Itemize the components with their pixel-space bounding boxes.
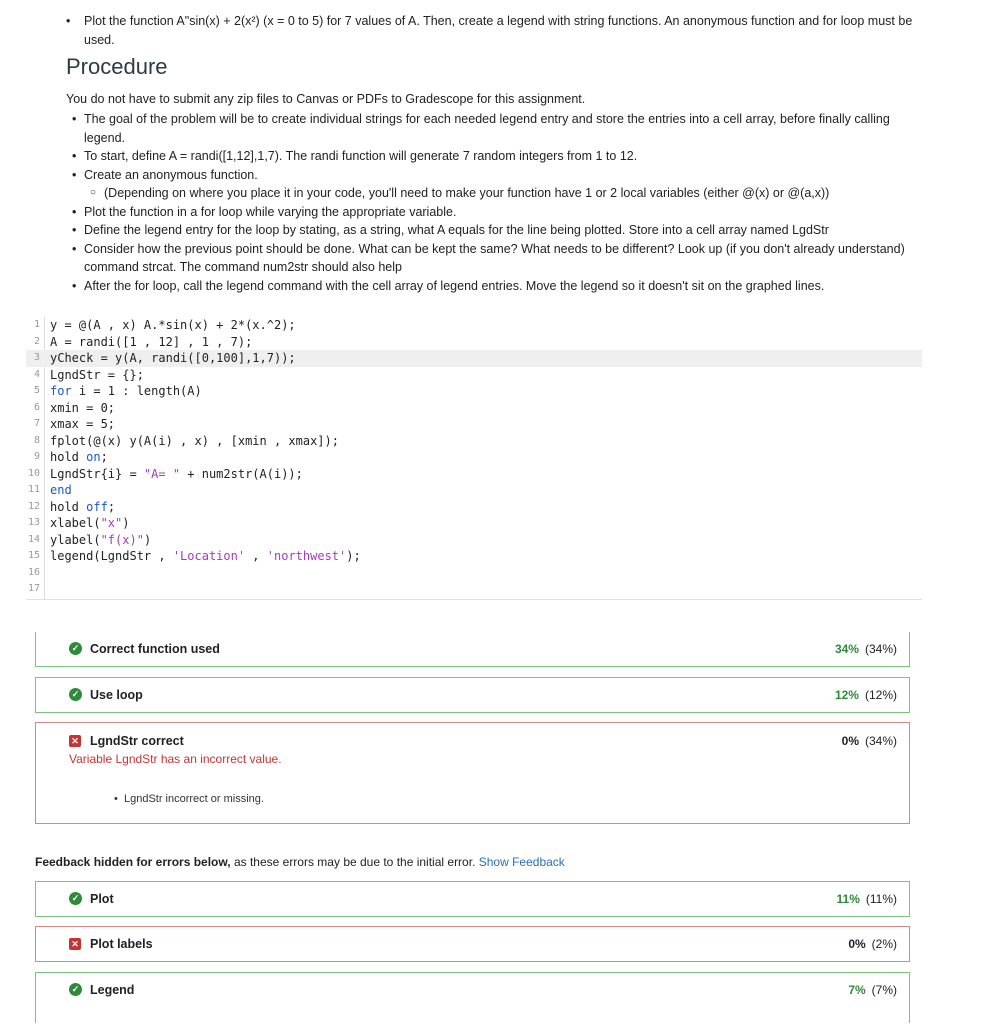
feedback-hidden-bold: Feedback hidden for errors below, bbox=[35, 855, 231, 869]
code-line[interactable] bbox=[26, 548, 922, 565]
test-result-plot-labels bbox=[35, 926, 910, 962]
line-number: 10 bbox=[27, 467, 40, 479]
test-score bbox=[837, 892, 897, 906]
procedure-steps-list bbox=[66, 110, 926, 295]
code-text: LgndStr{i} = "A= " + num2str(A(i)); bbox=[50, 466, 303, 481]
test-error-message: Variable LgndStr has an incorrect value. bbox=[69, 752, 282, 766]
code-line[interactable] bbox=[26, 317, 922, 334]
test-result-use-loop bbox=[35, 677, 910, 713]
test-score bbox=[842, 734, 897, 748]
code-line[interactable] bbox=[26, 499, 922, 516]
code-text: yCheck = y(A, randi([0,100],1,7)); bbox=[50, 351, 296, 365]
string-token: 'northwest' bbox=[266, 549, 347, 563]
x-square-icon: ✕ bbox=[69, 938, 81, 950]
score-earned: 34% bbox=[834, 642, 859, 656]
test-title: Plot bbox=[90, 892, 114, 906]
procedure-step: • Consider how the previous point should be done. What can be kept the same? What needs to be different? Look up (if you don't already understand) command strcat. The command num2str should also help bbox=[66, 240, 926, 277]
code-text: hold on; bbox=[50, 450, 108, 464]
assignment-description-text: Plot the function A"sin(x) + 2(x²) (x = 0 to 5) for 7 values of A. Then, create a legend with string functions. An anonymous function and for loop must be used. bbox=[84, 14, 913, 47]
test-result-plot bbox=[35, 881, 910, 917]
feedback-hidden-text: as these errors may be due to the initial error. bbox=[230, 855, 479, 869]
test-title: Legend bbox=[90, 983, 135, 997]
line-number: 2 bbox=[33, 335, 40, 347]
string-token: "A= " bbox=[143, 466, 181, 481]
code-text: A = randi([1 , 12] , 1 , 7); bbox=[50, 334, 253, 349]
code-text: legend(LgndStr , 'Location' , 'northwest'); bbox=[50, 549, 361, 563]
line-number: 14 bbox=[27, 533, 40, 545]
line-number: 17 bbox=[27, 583, 40, 594]
score-total: (12%) bbox=[864, 688, 897, 702]
code-line[interactable] bbox=[26, 367, 922, 384]
code-line[interactable] bbox=[26, 334, 922, 351]
code-text: ylabel("f(x)") bbox=[50, 532, 152, 547]
code-line[interactable] bbox=[26, 416, 922, 433]
check-circle-icon: ✓ bbox=[69, 688, 82, 701]
code-line[interactable] bbox=[26, 581, 922, 598]
keyword-token: off bbox=[86, 499, 108, 514]
line-number: 5 bbox=[33, 385, 40, 396]
x-square-icon: ✕ bbox=[69, 735, 81, 747]
test-score bbox=[835, 688, 897, 702]
score-total: (7%) bbox=[871, 983, 897, 997]
test-score bbox=[835, 642, 897, 656]
line-number: 12 bbox=[27, 500, 40, 512]
code-line[interactable] bbox=[26, 383, 922, 400]
code-line[interactable] bbox=[26, 350, 922, 367]
code-line[interactable] bbox=[26, 433, 922, 450]
code-text: xmax = 5; bbox=[50, 417, 116, 431]
line-number: 8 bbox=[33, 434, 40, 446]
procedure-step: • After the for loop, call the legend command with the cell array of legend entries. Move the legend so it doesn't sit on the graphed lines. bbox=[66, 277, 926, 296]
line-number: 9 bbox=[33, 451, 40, 462]
code-text: xlabel("x") bbox=[50, 516, 130, 530]
score-earned: 7% bbox=[848, 983, 866, 997]
code-line[interactable] bbox=[26, 466, 922, 483]
line-number: 3 bbox=[33, 352, 40, 363]
procedure-step: • Create an anonymous function. bbox=[66, 166, 926, 185]
line-number: 15 bbox=[27, 550, 40, 561]
check-circle-icon: ✓ bbox=[69, 892, 82, 905]
score-earned: 12% bbox=[834, 688, 859, 702]
string-token: "x" bbox=[100, 516, 123, 530]
test-result-correct-function bbox=[35, 632, 910, 667]
code-line[interactable] bbox=[26, 565, 922, 582]
procedure-step: • Define the legend entry for the loop by stating, as a string, what A equals for the line being plotted. Store into a cell array named LgdStr bbox=[66, 221, 926, 240]
feedback-hidden-note bbox=[35, 855, 565, 869]
code-line[interactable] bbox=[26, 400, 922, 417]
line-number: 1 bbox=[33, 319, 40, 330]
check-circle-icon: ✓ bbox=[69, 642, 82, 655]
score-total: (34%) bbox=[864, 734, 897, 748]
show-feedback-link[interactable]: Show Feedback bbox=[478, 855, 565, 869]
test-title: Plot labels bbox=[90, 937, 153, 951]
code-text: fplot(@(x) y(A(i) , x) , [xmin , xmax]); bbox=[50, 433, 339, 448]
code-text bbox=[50, 482, 72, 499]
line-number: 6 bbox=[33, 401, 40, 413]
bullet-dot: • bbox=[66, 14, 71, 28]
procedure-heading: Procedure bbox=[66, 54, 168, 79]
procedure-intro: You do not have to submit any zip files to Canvas or PDFs to Gradescope for this assignment. bbox=[66, 92, 586, 106]
string-token: 'Location' bbox=[172, 549, 246, 563]
assignment-description-bullet bbox=[66, 12, 916, 50]
procedure-step: • Plot the function in a for loop while varying the appropriate variable. bbox=[66, 203, 926, 222]
string-token: "f(x)" bbox=[100, 532, 144, 547]
score-earned: 0% bbox=[848, 937, 866, 951]
keyword-token: end bbox=[50, 483, 72, 497]
code-line[interactable] bbox=[26, 482, 922, 499]
procedure-step: • To start, define A = randi([1,12],1,7). The randi function will generate 7 random integers from 1 to 12. bbox=[66, 147, 926, 166]
test-result-legend bbox=[35, 972, 910, 1023]
test-title: Use loop bbox=[90, 688, 143, 702]
test-score bbox=[848, 983, 897, 997]
test-result-lgndstr bbox=[35, 722, 910, 824]
score-earned: 11% bbox=[836, 892, 860, 906]
code-text: hold off; bbox=[50, 499, 116, 514]
score-total: (2%) bbox=[871, 937, 897, 951]
score-total: (34%) bbox=[864, 642, 897, 656]
line-number: 13 bbox=[27, 517, 40, 528]
code-text: LgndStr = {}; bbox=[50, 367, 144, 382]
line-number: 16 bbox=[27, 566, 40, 578]
test-error-detail-text: LgndStr incorrect or missing. bbox=[123, 793, 264, 805]
line-number: 4 bbox=[33, 368, 40, 380]
line-number: 7 bbox=[33, 418, 40, 429]
test-score bbox=[848, 937, 897, 951]
code-text: xmin = 0; bbox=[50, 400, 116, 415]
procedure-substep: ○ (Depending on where you place it in your code, you'll need to make your function have 1 or 2 local variables (either @(x) or @(a,x)) bbox=[66, 184, 926, 203]
code-line[interactable] bbox=[26, 449, 922, 466]
test-error-detail: • LgndStr incorrect or missing. bbox=[114, 793, 264, 805]
code-text: y = @(A , x) A.*sin(x) + 2*(x.^2); bbox=[50, 318, 296, 332]
test-title: Correct function used bbox=[90, 642, 220, 656]
score-total: (11%) bbox=[865, 892, 897, 906]
keyword-token: on bbox=[86, 450, 101, 464]
check-circle-icon: ✓ bbox=[69, 983, 82, 996]
code-editor[interactable] bbox=[26, 317, 922, 600]
line-number: 11 bbox=[27, 484, 40, 495]
score-earned: 0% bbox=[841, 734, 859, 748]
code-text: for i = 1 : length(A) bbox=[50, 384, 202, 398]
test-title: LgndStr correct bbox=[90, 734, 184, 748]
keyword-token: for bbox=[50, 384, 72, 398]
code-line[interactable] bbox=[26, 515, 922, 532]
code-line[interactable] bbox=[26, 532, 922, 549]
procedure-step: • The goal of the problem will be to create individual strings for each needed legend entry and store the entries into a cell array, before finally calling legend. bbox=[66, 110, 926, 147]
